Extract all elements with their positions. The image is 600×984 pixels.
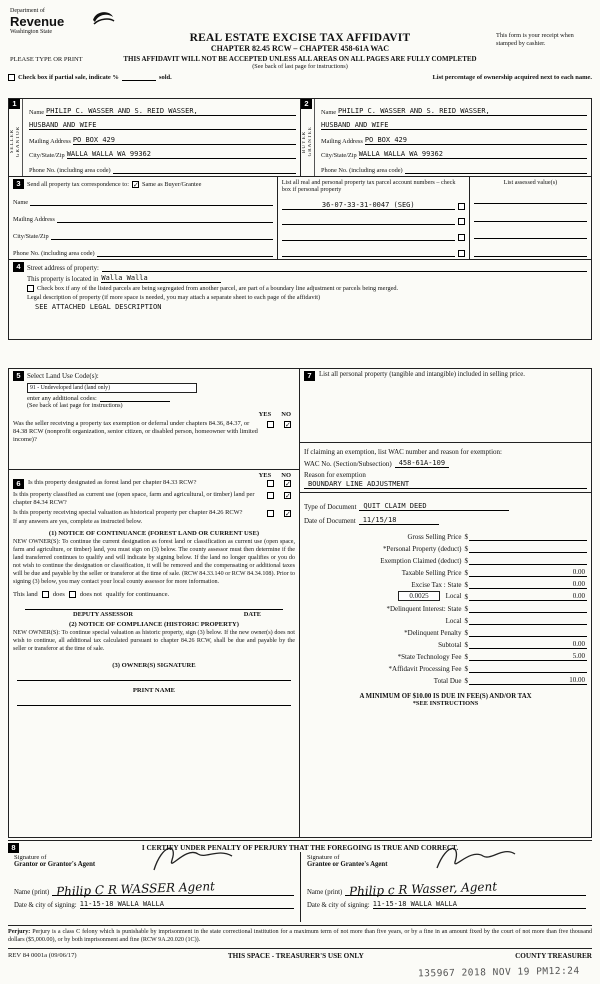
does-checkbox[interactable] bbox=[42, 591, 49, 598]
fee-label: *Delinquent Penalty bbox=[404, 629, 462, 637]
grantor-sig-label-1: Signature of bbox=[14, 854, 47, 861]
assessed-value-input-1[interactable] bbox=[474, 196, 587, 204]
notice1-text: NEW OWNER(S): To continue the current designation as forest land or classification as current use (open space, farm and agriculture, or timber) land, you must sign on (3) below. The county assessor must then determine if the land transferred continues to qualify and will indicate by signing below. If the land no longer qualifies or you do not wish to continue the designation or classification, it will be removed and the compensating or additional taxes will be due and payable by the seller or transferor at the time of sale. (RCW 84.33.140 or RCW 84.34.108). Prior to signing (3) below, you may contact your local county assessor for more information. bbox=[13, 538, 295, 585]
seller-phone-label: Phone No. (including area code) bbox=[29, 166, 111, 174]
parcel-number-input-3[interactable] bbox=[282, 233, 455, 241]
buyer-name-label: Name bbox=[321, 108, 337, 116]
grantee-name-print-input[interactable] bbox=[345, 879, 586, 899]
subtotal-input[interactable]: 0.00 bbox=[469, 640, 587, 649]
fee-label: Total Due bbox=[433, 677, 462, 685]
seller-name-input-2[interactable]: HUSBAND AND WIFE bbox=[29, 121, 296, 130]
seller-side-top: SELLER bbox=[10, 129, 15, 154]
wac-input[interactable]: 458-61A-109 bbox=[395, 459, 449, 468]
assessed-value-input-4[interactable] bbox=[474, 249, 587, 257]
dollar-sign: $ bbox=[464, 557, 468, 565]
reason-input[interactable]: BOUNDARY LINE ADJUSTMENT bbox=[304, 480, 587, 489]
assessed-value-input-3[interactable] bbox=[474, 231, 587, 239]
qualify-label: qualify for continuance. bbox=[106, 591, 170, 599]
buyer-side-label bbox=[301, 99, 315, 176]
owners-signature-label: (3) OWNER(S) SIGNATURE bbox=[112, 662, 196, 670]
street-address-label: Street address of property: bbox=[27, 265, 99, 272]
footer-row bbox=[8, 952, 592, 960]
assessed-value-input-2[interactable] bbox=[474, 214, 587, 222]
certify-statement: I CERTIFY UNDER PENALTY OF PERJURY THAT THE FOREGOING IS TRUE AND CORRECT. bbox=[141, 844, 459, 852]
form-title: REAL ESTATE EXCISE TAX AFFIDAVIT bbox=[189, 32, 411, 44]
fee-label: Excise Tax : State bbox=[411, 581, 462, 589]
s3-phone-input[interactable] bbox=[97, 249, 273, 257]
grantee-name-handwriting: Philip c R Wasser, Agent bbox=[349, 879, 498, 899]
parcel-personal-checkbox-3[interactable] bbox=[458, 234, 465, 241]
total-due-input[interactable]: 10.00 bbox=[469, 676, 587, 685]
s3-city-input[interactable] bbox=[51, 232, 273, 240]
s6-no-header: NO bbox=[281, 472, 291, 479]
buyer-city-label: City/State/Zip bbox=[321, 152, 357, 160]
dor-logo bbox=[10, 8, 120, 35]
buyer-mailing-input[interactable]: PO BOX 429 bbox=[365, 136, 587, 145]
current-use-no-checkbox[interactable]: ✓ bbox=[285, 492, 291, 500]
spacer bbox=[8, 340, 592, 368]
parcel-number-input-2[interactable] bbox=[282, 217, 455, 225]
parcel-number-input[interactable]: 36-07-33-31-0047 (SEG) bbox=[282, 201, 455, 210]
divider bbox=[300, 492, 591, 493]
fee-label: *Affidavit Processing Fee bbox=[388, 665, 462, 673]
section7-number-badge: 7 bbox=[304, 371, 315, 381]
section5-box bbox=[8, 368, 300, 470]
seller-city-input[interactable]: WALLA WALLA WA 99362 bbox=[67, 150, 296, 159]
forest-no-checkbox[interactable]: ✓ bbox=[285, 480, 291, 488]
exemption-claim-label: If claiming an exemption, list WAC number and reason for exemption: bbox=[304, 448, 502, 456]
main-columns bbox=[8, 368, 592, 838]
perjury-text: Perjury is a class C felony which is punishable by imprisonment in the state correctional institution for a maximum term of not more than five years, or by a fine in an amount fixed by the court of not more than five thousand dollars ($5,000.00), or by both imprisonment and fine (RCW 9A.20.020 (1C)). bbox=[8, 929, 593, 943]
same-as-buyer-label: Same as Buyer/Grantee bbox=[141, 180, 202, 188]
grantor-sig-label-2: Grantor or Grantor's Agent bbox=[14, 861, 96, 868]
street-address-input[interactable] bbox=[102, 264, 587, 272]
seller-mailing-input[interactable]: PO BOX 429 bbox=[73, 136, 296, 145]
taxable-selling-price-input[interactable]: 0.00 bbox=[469, 568, 587, 577]
s3-mailing-input[interactable] bbox=[57, 215, 273, 223]
dept-line1: Department of bbox=[10, 8, 45, 14]
s3-mailing-label: Mailing Address bbox=[13, 216, 55, 223]
see-back-note: (See back of last page for instructions) bbox=[252, 63, 348, 70]
does-not-label: does not bbox=[79, 591, 102, 599]
buyer-name-input[interactable]: PHILIP C. WASSER AND S. REID WASSER, bbox=[338, 107, 587, 116]
perjury-bold: Perjury: bbox=[8, 929, 31, 935]
land-use-select[interactable]: 91 - Undeveloped land (land only) bbox=[27, 383, 197, 393]
partial-sale-row bbox=[8, 74, 592, 81]
same-as-buyer-checkbox[interactable]: ✓ bbox=[132, 180, 139, 189]
notice2-text: NEW OWNER(S): To continue special valuation as historic property, sign (3) below. If the new owner(s) does not wish to continue, all additional tax calculated pursuant to chapter 84.26 RCW, shall be due and payable by the seller or transferor at the time of sale. bbox=[13, 630, 295, 653]
partial-sale-label: Check box if partial sale, indicate % bbox=[18, 74, 119, 81]
s5-no-checkbox[interactable]: ✓ bbox=[285, 421, 291, 429]
fee-label: Exemption Claimed (deduct) bbox=[380, 557, 462, 565]
dollar-sign: $ bbox=[464, 665, 468, 673]
personal-property-input[interactable] bbox=[304, 381, 587, 439]
type-of-document-label: Type of Document bbox=[304, 503, 357, 511]
grantor-signature-block bbox=[8, 852, 300, 922]
minimum-fee-note: A MINIMUM OF $10.00 IS DUE IN FEE(S) AND/OR TAX bbox=[359, 693, 532, 700]
no-header: NO bbox=[281, 411, 291, 418]
partial-sale-checkbox[interactable] bbox=[8, 74, 15, 81]
print-name-line[interactable] bbox=[17, 694, 291, 706]
see-instructions-note: *SEE INSTRUCTIONS bbox=[412, 700, 479, 707]
dollar-sign: $ bbox=[464, 593, 468, 601]
s3-city-label: City/State/Zip bbox=[13, 233, 49, 240]
see-back-note-2: (See back of last page for instructions) bbox=[27, 402, 123, 409]
grantee-date-city-label: Date & city of signing: bbox=[307, 902, 370, 909]
dollar-sign: $ bbox=[464, 605, 468, 613]
if-yes-note: If any answers are yes, complete as instructed below. bbox=[13, 519, 143, 525]
historical-no-checkbox[interactable]: ✓ bbox=[285, 510, 291, 518]
seller-side-label bbox=[9, 99, 23, 176]
buyer-phone-label: Phone No. (including area code) bbox=[321, 166, 403, 174]
treasurer-date-stamp: 135967 2018 NOV 19 PM12:24 bbox=[418, 965, 581, 980]
notice1-title: (1) NOTICE OF CONTINUANCE (FOREST LAND OR CURRENT USE) bbox=[48, 529, 260, 537]
date-of-document-label: Date of Document bbox=[304, 517, 356, 525]
located-in-label: This property is located in bbox=[27, 276, 99, 283]
dollar-sign: $ bbox=[464, 677, 468, 685]
grantee-date-city-input[interactable]: 11-15-18 WALLA WALLA bbox=[373, 900, 586, 909]
buyer-city-input[interactable]: WALLA WALLA WA 99362 bbox=[359, 150, 587, 159]
send-correspondence-label: Send all property tax correspondence to: bbox=[27, 180, 129, 188]
delinquent-interest-state-input[interactable] bbox=[469, 612, 587, 613]
gross-selling-price-input[interactable] bbox=[469, 540, 587, 541]
parcel-personal-checkbox-2[interactable] bbox=[458, 218, 465, 225]
local-rate-box: 0.0025 bbox=[398, 591, 439, 601]
grantee-name-print-label: Name (print) bbox=[307, 889, 343, 896]
seller-phone-input[interactable] bbox=[113, 166, 296, 174]
parcel-header: List all real and personal property tax parcel account numbers – check box if personal property bbox=[281, 179, 456, 194]
wac-label: WAC No. (Section/Subsection) bbox=[304, 460, 392, 468]
grantee-sig-label-1: Signature of bbox=[307, 854, 340, 861]
state-technology-fee-input[interactable]: 5.00 bbox=[469, 652, 587, 661]
dollar-sign: $ bbox=[464, 569, 468, 577]
fee-label: Gross Selling Price bbox=[407, 533, 462, 541]
grantor-date-city-label: Date & city of signing: bbox=[14, 902, 77, 909]
receipt-note: This form is your receipt when stamped by cashier. bbox=[496, 32, 574, 47]
dollar-sign: $ bbox=[464, 629, 468, 637]
yes-header: YES bbox=[258, 411, 272, 418]
segregated-label: Check box if any of the listed parcels are being segregated from another parcel, are part of a boundary line adjustment or parcels being merged. bbox=[37, 285, 399, 292]
s3-name-label: Name bbox=[13, 199, 29, 206]
excise-tax-state-input[interactable]: 0.00 bbox=[469, 580, 587, 589]
grantor-name-handwriting: Philip C R WASSER Agent bbox=[56, 879, 216, 899]
assessed-header: List assessed value(s) bbox=[503, 179, 558, 186]
fee-label: *State Technology Fee bbox=[397, 653, 462, 661]
delinquent-penalty-input[interactable] bbox=[469, 636, 587, 637]
seller-name-input[interactable]: PHILIP C. WASSER AND S. REID WASSER, bbox=[46, 107, 296, 116]
fee-label: *Delinquent Interest: State bbox=[386, 605, 462, 613]
form-chapter: CHAPTER 82.45 RCW – CHAPTER 458-61A WAC bbox=[210, 44, 390, 53]
grantor-name-print-label: Name (print) bbox=[14, 889, 50, 896]
section3-box bbox=[8, 176, 592, 260]
dept-line3: Washington State bbox=[10, 29, 53, 35]
type-of-document-input[interactable]: QUIT CLAIM DEED bbox=[359, 502, 509, 511]
affidavit-processing-fee-input[interactable] bbox=[469, 672, 587, 673]
notice2-title: (2) NOTICE OF COMPLIANCE (HISTORIC PROPERTY) bbox=[69, 621, 239, 629]
parcel-number-input-4[interactable] bbox=[282, 249, 455, 257]
forest-yes-checkbox[interactable] bbox=[267, 480, 274, 487]
grantor-date-city-input[interactable]: 11-15-18 WALLA WALLA bbox=[80, 900, 294, 909]
dollar-sign: $ bbox=[464, 533, 468, 541]
forest-land-question: Is this property designated as forest land per chapter 84.33 RCW? bbox=[28, 479, 197, 486]
segregated-checkbox[interactable] bbox=[27, 285, 34, 292]
parcel-personal-checkbox-4[interactable] bbox=[458, 250, 465, 257]
does-label: does bbox=[52, 591, 65, 599]
section8-number-badge: 8 bbox=[8, 843, 19, 853]
date-of-document-input[interactable]: 11/15/18 bbox=[359, 516, 439, 525]
partial-percent-input[interactable] bbox=[122, 74, 156, 81]
seller-box bbox=[9, 99, 300, 176]
personal-property-deduct-input[interactable] bbox=[469, 552, 587, 553]
dept-line2: Revenue bbox=[10, 14, 65, 29]
section6-number-badge: 6 bbox=[13, 479, 24, 489]
section4-box bbox=[8, 260, 592, 340]
personal-property-label: List all personal property (tangible and intangible) included in selling price. bbox=[319, 371, 525, 378]
seller-side-bottom: GRANTOR bbox=[16, 125, 21, 158]
dollar-sign: $ bbox=[464, 545, 468, 553]
warning-line: THIS AFFIDAVIT WILL NOT BE ACCEPTED UNLESS ALL AREAS ON ALL PAGES ARE FULLY COMPLETED bbox=[123, 55, 477, 63]
exemption-question: Was the seller receiving a property tax exemption or deferral under chapters 84.36, 84.37, or 84.38 RCW (nonprofit organization, senior citizen, or disabled person, homeowner with limited income)? bbox=[13, 420, 258, 443]
additional-codes-label: enter any additional codes: bbox=[27, 395, 97, 402]
divider bbox=[300, 442, 591, 443]
deputy-assessor-signature-line[interactable] bbox=[25, 598, 283, 610]
parcel-personal-checkbox-1[interactable] bbox=[458, 203, 465, 210]
excise-tax-local-input[interactable]: 0.00 bbox=[469, 592, 587, 601]
land-use-title: Select Land Use Code(s): bbox=[27, 372, 99, 380]
fee-label: 0.0025 Local bbox=[304, 591, 465, 601]
does-not-checkbox[interactable] bbox=[69, 591, 76, 598]
located-in-input[interactable]: Walla Walla bbox=[101, 274, 221, 283]
section8-box bbox=[8, 840, 592, 926]
this-land-label: This land bbox=[13, 591, 38, 599]
section4-number-badge: 4 bbox=[13, 262, 24, 272]
buyer-side-bottom: GRANTEE bbox=[308, 126, 313, 157]
buyer-box bbox=[300, 99, 591, 176]
fee-label: Taxable Selling Price bbox=[401, 569, 462, 577]
sold-label: sold. bbox=[158, 74, 172, 81]
dollar-sign: $ bbox=[464, 641, 468, 649]
additional-codes-input[interactable] bbox=[100, 395, 170, 402]
dollar-sign: $ bbox=[464, 581, 468, 589]
fee-schedule bbox=[304, 529, 587, 685]
party-boxes bbox=[8, 98, 592, 176]
fee-label: Subtotal bbox=[438, 641, 462, 649]
buyer-phone-input[interactable] bbox=[405, 166, 587, 174]
s3-name-input[interactable] bbox=[30, 198, 273, 206]
current-use-question: Is this property classified as current use (open space, farm and agricultural, or timber) land per chapter 84.34 RCW? bbox=[13, 491, 255, 506]
fee-label: Local bbox=[445, 617, 462, 625]
s6-yes-header: YES bbox=[258, 472, 272, 479]
owners-signature-line[interactable] bbox=[17, 669, 291, 681]
county-treasurer-label: COUNTY TREASURER bbox=[515, 951, 592, 960]
grantee-signature-block bbox=[300, 852, 592, 922]
seller-number-badge: 1 bbox=[9, 99, 20, 109]
s5-yes-checkbox[interactable] bbox=[267, 421, 274, 428]
deputy-assessor-label: DEPUTY ASSESSOR bbox=[73, 611, 133, 619]
dollar-sign: $ bbox=[464, 617, 468, 625]
form-header bbox=[8, 6, 592, 98]
print-name-label: PRINT NAME bbox=[132, 687, 176, 695]
fee-label: *Personal Property (deduct) bbox=[382, 545, 462, 553]
delinquent-interest-local-input[interactable] bbox=[469, 624, 587, 625]
historical-question: Is this property receiving special valuation as historical property per chapter 84.26 RCW? bbox=[13, 509, 243, 516]
ownership-note: List percentage of ownership acquired next to each name. bbox=[432, 74, 592, 81]
reason-label: Reason for exemption bbox=[304, 471, 366, 479]
legal-description-label: Legal description of property (if more space is needed, you may attach a separate sheet to each page of the affidavit) bbox=[27, 294, 321, 301]
dor-logo-swoosh-icon bbox=[90, 8, 116, 28]
treasurer-space-label: THIS SPACE - TREASURER'S USE ONLY bbox=[227, 951, 364, 960]
dollar-sign: $ bbox=[464, 653, 468, 661]
s3-phone-label: Phone No. (including area code) bbox=[13, 250, 95, 257]
historical-yes-checkbox[interactable] bbox=[267, 510, 274, 517]
section7-box bbox=[300, 368, 592, 838]
seller-mailing-label: Mailing Address bbox=[29, 137, 71, 145]
date-label: DATE bbox=[243, 611, 261, 619]
exemption-claimed-input[interactable] bbox=[469, 564, 587, 565]
buyer-side-top: BUYER bbox=[302, 130, 307, 153]
form-number: REV 84 0001a (09/06/17) bbox=[8, 952, 77, 960]
buyer-mailing-label: Mailing Address bbox=[321, 137, 363, 145]
perjury-notice bbox=[8, 929, 592, 949]
buyer-name-input-2[interactable]: HUSBAND AND WIFE bbox=[321, 121, 587, 130]
section5-number-badge: 5 bbox=[13, 371, 24, 381]
buyer-number-badge: 2 bbox=[301, 99, 312, 109]
section6-box bbox=[8, 470, 300, 838]
grantor-name-print-input[interactable] bbox=[52, 879, 294, 899]
seller-name-label: Name bbox=[29, 108, 45, 116]
legal-description-value[interactable]: SEE ATTACHED LEGAL DESCRIPTION bbox=[35, 303, 162, 311]
seller-city-label: City/State/Zip bbox=[29, 152, 65, 160]
grantee-sig-label-2: Grantee or Grantee's Agent bbox=[307, 861, 388, 868]
please-type-label: PLEASE TYPE OR PRINT bbox=[10, 56, 83, 63]
section3-number-badge: 3 bbox=[13, 179, 24, 189]
current-use-yes-checkbox[interactable] bbox=[267, 492, 274, 499]
